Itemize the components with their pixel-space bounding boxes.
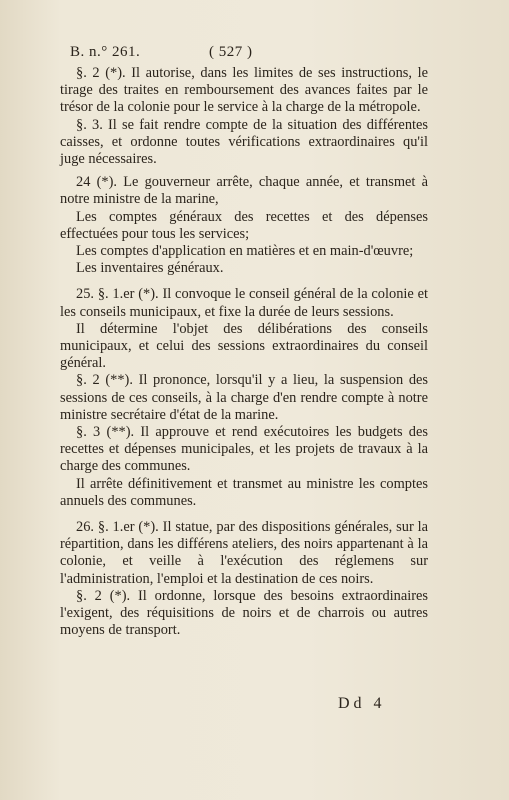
paragraph-art25-comptes: Il arrête définitivement et transmet au ministre les comptes annuels des communes.: [60, 475, 428, 509]
paragraph-art25-s1: 25. §. 1.er (*). Il convoque le conseil général de la colonie et les conseils municipaux, et fixe la durée de leurs sessions.: [60, 286, 428, 320]
paragraph-art25-deliberations: Il détermine l'objet des délibérations des conseils municipaux, et celui des sessions extraordinaires du conseil général.: [60, 320, 428, 372]
paragraph-art24-inventaires: Les inventaires généraux.: [76, 260, 224, 277]
paragraph-art26-s1: 26. §. 1.er (*). Il statue, par des dispositions générales, sur la répartition, dans les différens ateliers, des noirs appartenant à la colonie, et veille à l'exécution des réglemens sur l'administration, l'emploi et la destination de ces noirs.: [60, 519, 428, 587]
page-number: ( 527 ): [209, 44, 253, 60]
paragraph-art25-s2: §. 2 (**). Il prononce, lorsqu'il y a lieu, la suspension des sessions de ces conseils, à la charge d'en rendre compte à notre ministre secrétaire d'état de la marine.: [60, 372, 428, 423]
paragraph-art23-s2: §. 2 (*). Il autorise, dans les limites de ses instructions, le tirage des traites en remboursement des avances faites par le trésor de la colonie pour le service à la charge de la métropole.: [60, 65, 428, 116]
paragraph-art24: 24 (*). Le gouverneur arrête, chaque année, et transmet à notre ministre de la marine,: [60, 174, 428, 208]
signature-mark: Dd 4: [338, 695, 386, 712]
bulletin-number: B. n.° 261.: [70, 44, 141, 60]
document-body: [60, 65, 428, 640]
paragraph-art24-application: Les comptes d'application en matières et en main-d'œuvre;: [76, 243, 414, 260]
paragraph-art26-s2: §. 2 (*). Il ordonne, lorsque des besoins extraordinaires l'exigent, des réquisitions de noirs et de charrois ou autres moyens de transport.: [60, 587, 428, 639]
paragraph-art24-comptes: Les comptes généraux des recettes et des dépenses effectuées pour tous les services;: [60, 208, 428, 242]
paragraph-art23-s3: §. 3. Il se fait rendre compte de la situation des différentes caisses, et ordonne toutes vérifications extraordinaires qu'il juge nécessaires.: [60, 116, 428, 168]
paragraph-art25-s3: §. 3 (**). Il approuve et rend exécutoires les budgets des recettes et dépenses municipales, et les projets de travaux à la charge des communes.: [60, 424, 428, 475]
